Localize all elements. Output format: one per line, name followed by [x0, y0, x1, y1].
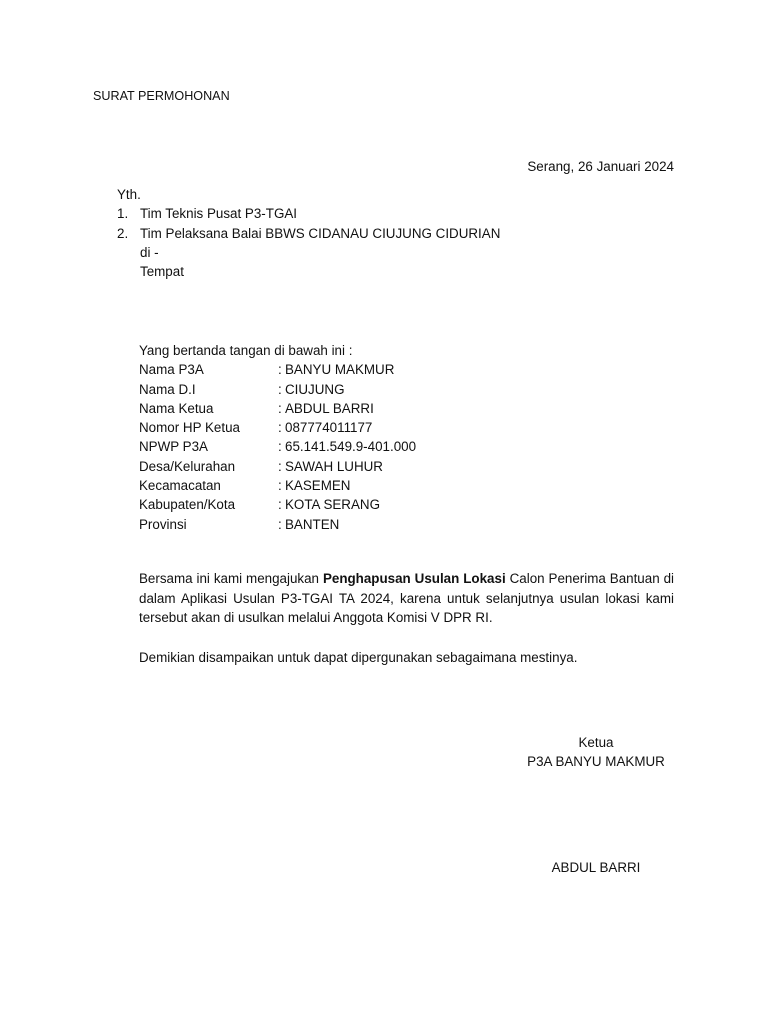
field-label: NPWP P3A — [139, 439, 208, 455]
field-value: 65.141.549.9-401.000 — [285, 439, 417, 455]
closing-sentence: Demikian disampaikan untuk dapat dipergunakan sebagaimana mestinya. — [139, 650, 578, 665]
field-row — [139, 495, 416, 514]
recipient-place: Tempat — [140, 264, 184, 280]
body-paragraph — [139, 569, 674, 628]
field-label: Provinsi — [139, 516, 187, 532]
field-row — [139, 476, 416, 495]
body-text-end: Calon Penerima Bantuan di dalam Aplikasi Usulan P3-TGAI TA 2024, karena untuk selanjutnya usulan lokasi kami tersebut akan di usulkan melalui Anggota Komisi V DPR RI. — [139, 571, 674, 625]
body-text-start: Bersama ini kami mengajukan — [139, 571, 323, 586]
field-label: Desa/Kelurahan — [139, 458, 236, 474]
body-text-emphasis: Penghapusan Usulan Lokasi — [322, 571, 506, 586]
recipient-item-number: 2. — [117, 225, 129, 241]
field-separator: : — [278, 381, 282, 397]
recipient-item — [117, 204, 500, 223]
field-value: KOTA SERANG — [285, 497, 380, 513]
field-value: BANTEN — [285, 516, 340, 532]
field-label: Nomor HP Ketua — [139, 420, 240, 436]
field-value: KASEMEN — [285, 478, 351, 494]
field-separator: : — [278, 420, 282, 436]
recipient-item-number: 1. — [117, 206, 129, 222]
field-row — [139, 360, 416, 379]
field-separator: : — [278, 362, 282, 378]
field-row — [139, 437, 416, 456]
signer-organization: P3A BANYU MAKMUR — [527, 754, 665, 770]
field-value: CIUJUNG — [285, 381, 345, 397]
recipient-block — [117, 185, 500, 281]
field-label: Nama Ketua — [139, 400, 214, 416]
recipient-item-text: Tim Teknis Pusat P3-TGAI — [140, 206, 298, 222]
identity-block — [139, 341, 416, 534]
field-row — [139, 399, 416, 418]
salutation: Yth. — [117, 187, 141, 202]
field-value: BANYU MAKMUR — [285, 362, 395, 378]
field-label: Kecamacatan — [139, 478, 221, 494]
place-date: Serang, 26 Januari 2024 — [527, 159, 674, 174]
field-value: ABDUL BARRI — [285, 400, 374, 416]
recipient-item — [117, 224, 500, 243]
intro-text: Yang bertanda tangan di bawah ini : — [139, 343, 353, 358]
field-separator: : — [278, 400, 282, 416]
field-value: 087774011177 — [285, 420, 373, 436]
field-label: Nama P3A — [139, 362, 204, 378]
field-separator: : — [278, 478, 282, 494]
field-label: Nama D.I — [139, 381, 196, 397]
field-row — [139, 380, 416, 399]
field-separator: : — [278, 516, 282, 532]
field-value: SAWAH LUHUR — [285, 458, 383, 474]
recipient-di: di - — [140, 244, 159, 260]
field-separator: : — [278, 497, 282, 513]
signature-block — [490, 733, 702, 772]
field-separator: : — [278, 458, 282, 474]
recipient-item-text: Tim Pelaksana Balai BBWS CIDANAU CIUJUNG CIDURIAN — [140, 225, 501, 241]
field-row — [139, 457, 416, 476]
signer-name: ABDUL BARRI — [551, 860, 641, 875]
field-row — [139, 515, 416, 534]
field-row — [139, 418, 416, 437]
document-title: SURAT PERMOHONAN — [93, 89, 230, 103]
field-separator: : — [278, 439, 282, 455]
field-label: Kabupaten/Kota — [139, 497, 236, 513]
signer-position: Ketua — [578, 735, 614, 750]
